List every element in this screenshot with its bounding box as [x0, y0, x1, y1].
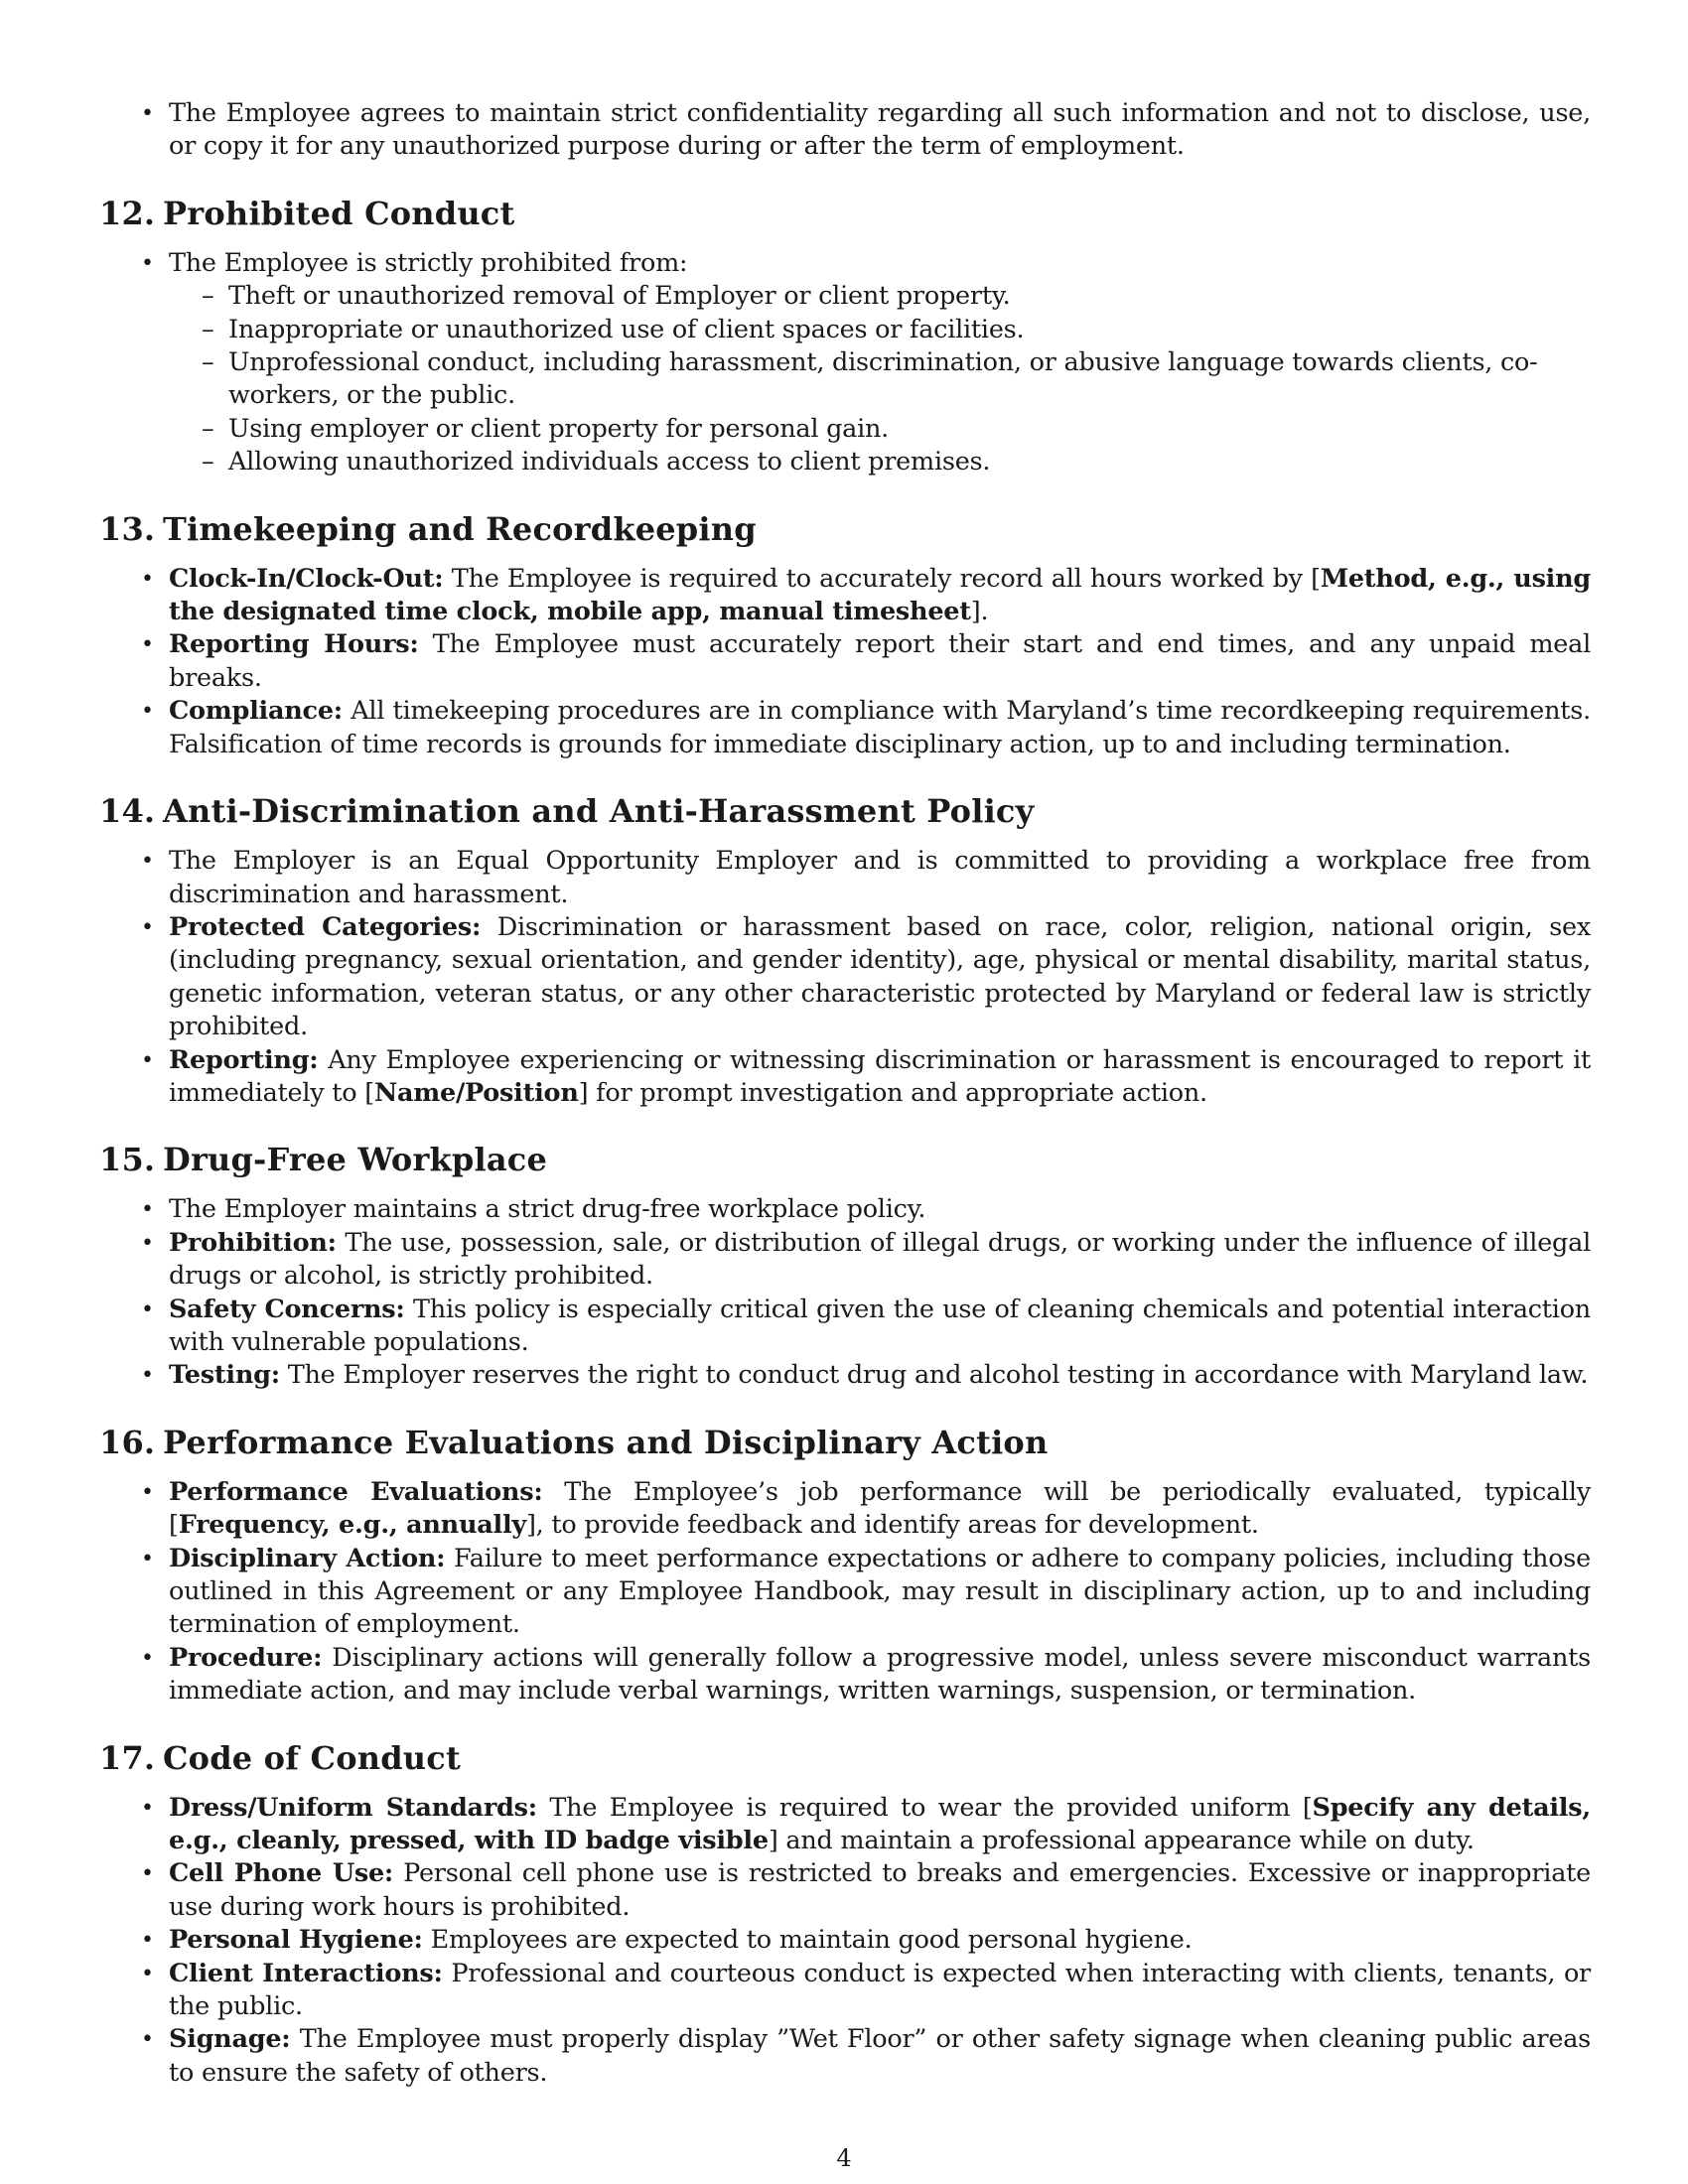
item-text-after: ], to provide feedback and identify areas for development. [525, 1510, 1259, 1541]
placeholder-text: Frequency, e.g., annually [178, 1510, 526, 1541]
list-item [99, 1359, 1591, 1392]
list-item: • The Employer is an Equal Opportunity Employer and is committed to providing a workplace free from discrimination and harassment. [99, 845, 1591, 911]
list-item [99, 1924, 1591, 1957]
section-title: Performance Evaluations and Disciplinary Action [163, 1423, 1049, 1461]
item-label: Prohibition: [169, 1227, 337, 1258]
item-text: Professional and courteous conduct is expected when interacting with clients, tenants, or the public. [169, 1958, 1591, 2022]
section-13-list [99, 563, 1591, 761]
section-heading-17 [99, 1738, 1591, 1778]
item-text: The Employee must properly display ”Wet Floor” or other safety signage when cleaning public areas to ensure the safety of others. [169, 2024, 1591, 2088]
item-label: Personal Hygiene: [169, 1925, 423, 1956]
item-text: The use, possession, sale, or distribution of illegal drugs, or working under the influence of illegal drugs or alcohol, is strictly prohibited. [169, 1227, 1591, 1292]
list-item [99, 1476, 1591, 1543]
item-text: Personal cell phone use is restricted to breaks and emergencies. Excessive or inappropriate use during work hours is prohibited. [169, 1858, 1591, 1922]
item-label: Reporting Hours: [169, 629, 419, 660]
section-title: Anti-Discrimination and Anti-Harassment Policy [163, 792, 1035, 831]
list-item [99, 1857, 1591, 1924]
item-label: Clock-In/Clock-Out: [169, 563, 444, 594]
section-title: Prohibited Conduct [163, 194, 515, 232]
section-12-list [99, 247, 1591, 479]
item-text: Employees are expected to maintain good personal hygiene. [422, 1925, 1193, 1956]
item-text: Any Employee experiencing or witnessing discrimination or harassment is encouraged to report it immediately to [ [169, 1044, 1591, 1108]
section-heading-14 [99, 791, 1591, 831]
list-item [99, 1227, 1591, 1294]
list-item [99, 911, 1591, 1044]
item-label: Disciplinary Action: [169, 1543, 446, 1573]
list-item [99, 1294, 1591, 1360]
section-number: 14. [99, 792, 156, 831]
item-text-after: ] and maintain a professional appearance while on duty. [768, 1826, 1475, 1856]
list-item: • The Employee agrees to maintain strict confidentiality regarding all such information and not to disclose, use, or copy it for any unauthorized purpose during or after the term of employment. [99, 97, 1591, 164]
item-label: Dress/Uniform Standards: [169, 1792, 537, 1823]
item-text: Disciplinary actions will generally follow a progressive model, unless severe misconduct warrants immediate action, and may include verbal warnings, written warnings, suspension, or termination. [169, 1642, 1591, 1706]
sub-list-item: – Theft or unauthorized removal of Employer or client property. [169, 280, 1591, 313]
page-number: 4 [836, 2144, 852, 2172]
item-text: The Employee must accurately report their start and end times, and any unpaid meal breaks. [169, 629, 1591, 693]
item-label: Procedure: [169, 1642, 323, 1673]
item-text: The Employee is required to accurately record all hours worked by [ [443, 563, 1321, 594]
placeholder-text: Method, e.g., using the designated time clock, mobile app, manual timesheet [169, 563, 1591, 627]
list-item: • The Employer maintains a strict drug-free workplace policy. [99, 1193, 1591, 1226]
section-17-list [99, 1792, 1591, 2091]
section-number: 16. [99, 1423, 156, 1461]
section-title: Drug-Free Workplace [163, 1141, 548, 1179]
sub-list-item: – Allowing unauthorized individuals access to client premises. [169, 446, 1591, 478]
item-label: Safety Concerns: [169, 1294, 405, 1324]
placeholder-text: Specify any details, e.g., cleanly, pressed, with ID badge visible [169, 1792, 1591, 1856]
list-lead: The Employee is strictly prohibited from: [169, 247, 688, 278]
list-item [99, 695, 1591, 761]
item-text: This policy is especially critical given the use of cleaning chemicals and potential interaction with vulnerable populations. [169, 1294, 1591, 1357]
item-text: The Employee is required to wear the provided uniform [ [536, 1792, 1313, 1823]
item-label: Cell Phone Use: [169, 1858, 394, 1889]
section-number: 17. [99, 1738, 156, 1777]
intro-list [99, 97, 1591, 164]
sub-list-item: – Unprofessional conduct, including harassment, discrimination, or abusive language towards clients, co-workers, or the public. [169, 346, 1591, 413]
section-number: 13. [99, 509, 156, 548]
section-heading-12 [99, 194, 1591, 233]
list-item [99, 1792, 1591, 1858]
list-item [99, 563, 1591, 629]
section-14-list [99, 845, 1591, 1110]
list-item [99, 1642, 1591, 1708]
list-item [99, 1958, 1591, 2024]
sub-list-item: – Using employer or client property for personal gain. [169, 413, 1591, 446]
item-text: Failure to meet performance expectations or adhere to company policies, including those outlined in this Agreement or any Employee Handbook, may result in disciplinary action, up to and including termination of employment. [169, 1543, 1591, 1640]
section-number: 15. [99, 1141, 156, 1179]
list-item [99, 628, 1591, 695]
item-label: Testing: [169, 1360, 280, 1391]
item-label: Signage: [169, 2024, 291, 2055]
section-title: Code of Conduct [163, 1738, 461, 1777]
item-text: Discrimination or harassment based on race, color, religion, national origin, sex (including pregnancy, sexual orientation, and gender identity), age, physical or mental disability, marital status, genetic information, veteran status, or any other characteristic protected by Maryland or federal law is strictly prohibited. [169, 911, 1591, 1042]
section-number: 12. [99, 194, 156, 232]
item-text: The Employer reserves the right to conduct drug and alcohol testing in accordance with Maryland law. [279, 1360, 1589, 1391]
list-item [99, 1044, 1591, 1111]
item-text-after: ]. [970, 597, 989, 627]
item-label: Protected Categories: [169, 911, 482, 942]
section-title: Timekeeping and Recordkeeping [163, 509, 757, 548]
section-heading-16 [99, 1423, 1591, 1462]
list-item [99, 1543, 1591, 1642]
item-label: Client Interactions: [169, 1958, 443, 1988]
sub-list-item: – Inappropriate or unauthorized use of client spaces or facilities. [169, 314, 1591, 346]
section-16-list [99, 1476, 1591, 1708]
list-item [99, 247, 1591, 479]
list-item [99, 2023, 1591, 2090]
document-page [99, 97, 1591, 2090]
item-label: Reporting: [169, 1044, 319, 1075]
section-15-list [99, 1193, 1591, 1392]
item-text-after: ] for prompt investigation and appropriate action. [578, 1077, 1207, 1108]
section-heading-15 [99, 1140, 1591, 1179]
item-label: Compliance: [169, 696, 343, 727]
item-label: Performance Evaluations: [169, 1476, 543, 1507]
item-text: All timekeeping procedures are in compliance with Maryland’s time recordkeeping requirements. Falsification of time records is grounds for immediate disciplinary action, up to and including termination. [169, 696, 1591, 759]
section-heading-13 [99, 509, 1591, 549]
placeholder-text: Name/Position [373, 1077, 579, 1108]
item-text: The Employee’s job performance will be periodically evaluated, typically [ [169, 1476, 1591, 1541]
sub-list [169, 280, 1591, 478]
